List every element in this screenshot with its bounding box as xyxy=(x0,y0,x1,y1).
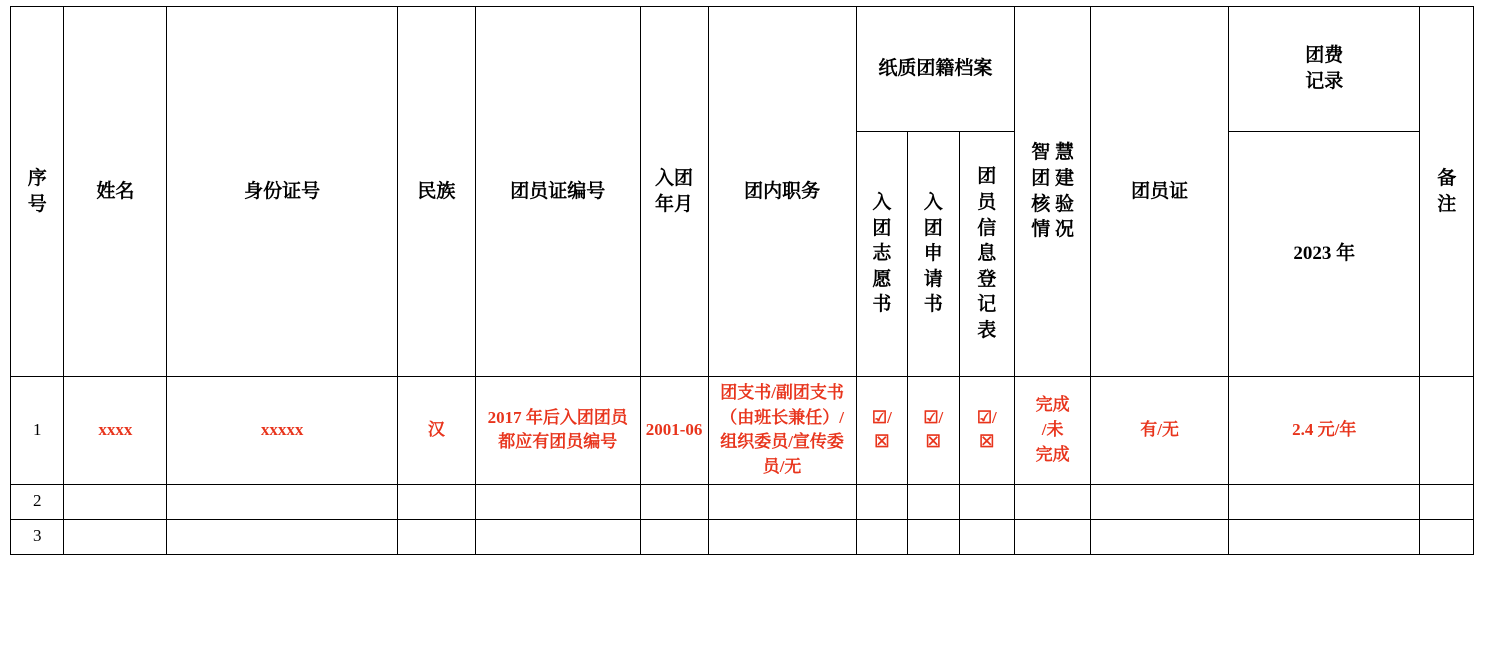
header-join-date: 入团 年月 xyxy=(640,7,708,377)
cell-index: 2 xyxy=(11,484,64,519)
cell-member-card xyxy=(1091,484,1229,519)
cell-member-card-no xyxy=(476,519,641,554)
cell-smart-verify xyxy=(1015,519,1091,554)
cell-ethnicity xyxy=(397,484,475,519)
cell-id-number xyxy=(167,484,397,519)
cell-member-card: 有/无 xyxy=(1091,377,1229,485)
cell-paper-info-registration-form xyxy=(959,484,1015,519)
header-member-card: 团员证 xyxy=(1091,7,1229,377)
cell-name xyxy=(64,484,167,519)
table-row xyxy=(11,484,1474,519)
header-fee-record: 团费 记录 xyxy=(1229,7,1420,132)
cell-paper-volunteer-form: ☑/ ☒ xyxy=(856,377,907,485)
youth-league-member-roster-table xyxy=(10,6,1474,555)
header-paper-info-registration-form: 团 员 信 息 登 记 表 xyxy=(959,132,1015,377)
cell-name: xxxx xyxy=(64,377,167,485)
header-id-number: 身份证号 xyxy=(167,7,397,377)
cell-position xyxy=(708,484,856,519)
cell-index: 3 xyxy=(11,519,64,554)
header-paper-volunteer-form: 入 团 志 愿 书 xyxy=(856,132,907,377)
cell-ethnicity xyxy=(397,519,475,554)
header-paper-archive-group: 纸质团籍档案 xyxy=(856,7,1014,132)
cell-smart-verify xyxy=(1015,484,1091,519)
cell-member-card-no xyxy=(476,484,641,519)
cell-index: 1 xyxy=(11,377,64,485)
cell-remark xyxy=(1420,484,1474,519)
header-ethnicity: 民族 xyxy=(397,7,475,377)
cell-fee: 2.4 元/年 xyxy=(1229,377,1420,485)
table-row xyxy=(11,377,1474,485)
cell-join-date xyxy=(640,484,708,519)
header-index: 序 号 xyxy=(11,7,64,377)
table-row xyxy=(11,519,1474,554)
cell-join-date: 2001-06 xyxy=(640,377,708,485)
cell-paper-info-registration-form: ☑/ ☒ xyxy=(959,377,1015,485)
header-name: 姓名 xyxy=(64,7,167,377)
cell-paper-volunteer-form xyxy=(856,484,907,519)
cell-smart-verify: 完成 /未 完成 xyxy=(1015,377,1091,485)
cell-paper-application-form xyxy=(908,484,959,519)
header-remark: 备 注 xyxy=(1420,7,1474,377)
cell-paper-info-registration-form xyxy=(959,519,1015,554)
cell-fee xyxy=(1229,519,1420,554)
cell-remark xyxy=(1420,519,1474,554)
cell-member-card xyxy=(1091,519,1229,554)
cell-join-date xyxy=(640,519,708,554)
header-paper-application-form: 入 团 申 请 书 xyxy=(908,132,959,377)
header-row-1 xyxy=(11,7,1474,132)
cell-position xyxy=(708,519,856,554)
cell-paper-application-form xyxy=(908,519,959,554)
cell-paper-application-form: ☑/ ☒ xyxy=(908,377,959,485)
cell-paper-volunteer-form xyxy=(856,519,907,554)
cell-id-number xyxy=(167,519,397,554)
cell-position: 团支书/副团支书（由班长兼任）/组织委员/宣传委员/无 xyxy=(708,377,856,485)
cell-id-number: xxxxx xyxy=(167,377,397,485)
cell-name xyxy=(64,519,167,554)
cell-remark xyxy=(1420,377,1474,485)
header-fee-year: 2023 年 xyxy=(1229,132,1420,377)
cell-member-card-no: 2017 年后入团团员都应有团员编号 xyxy=(476,377,641,485)
header-smart-verify: 智 慧 团 建 核 验 情 况 xyxy=(1015,7,1091,377)
cell-fee xyxy=(1229,484,1420,519)
cell-ethnicity: 汉 xyxy=(397,377,475,485)
header-position: 团内职务 xyxy=(708,7,856,377)
header-member-card-no: 团员证编号 xyxy=(476,7,641,377)
